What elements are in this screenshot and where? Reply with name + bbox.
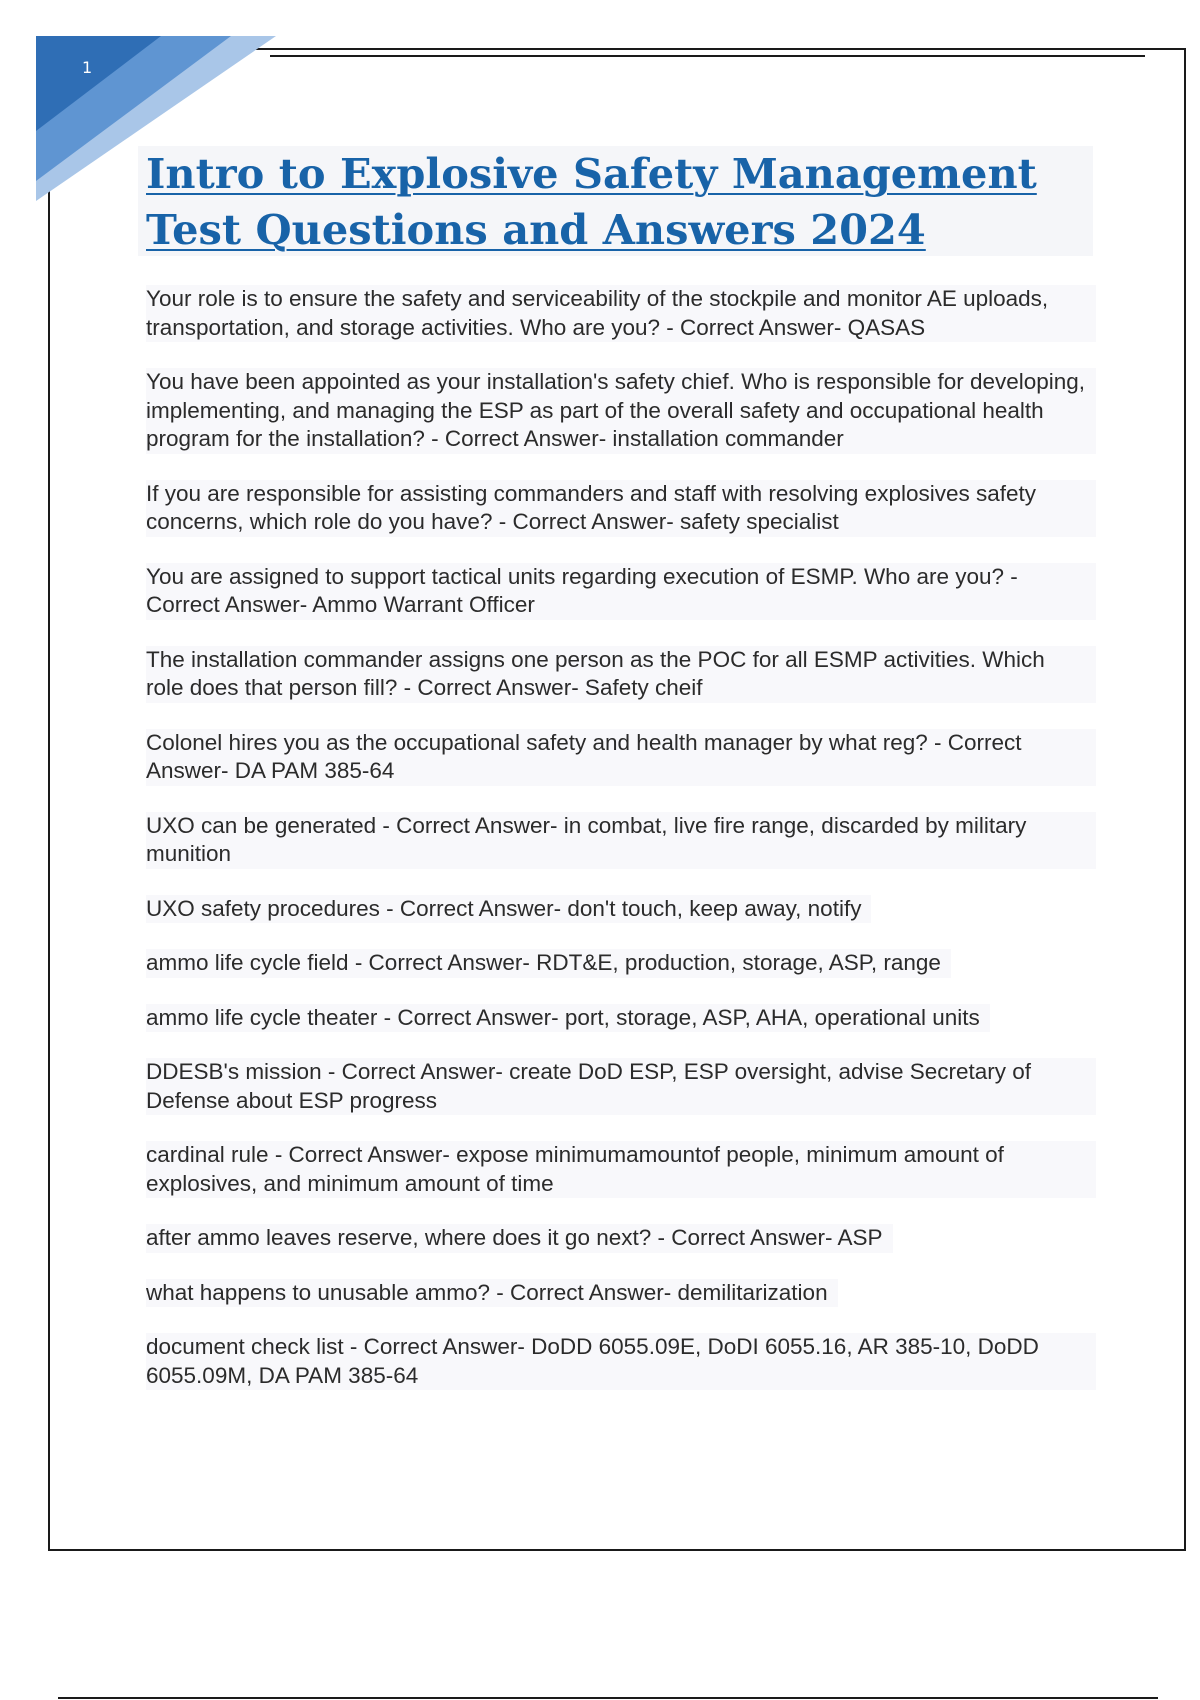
qa-item: If you are responsible for assisting commanders and staff with resolving explosives safety concerns, which role do you have? - Correct Answer- safety specialist <box>146 480 1096 537</box>
qa-item: ammo life cycle field - Correct Answer- RDT&E, production, storage, ASP, range <box>146 949 951 978</box>
footer-rule <box>58 1697 1158 1699</box>
qa-list <box>146 285 1096 1416</box>
qa-item: ammo life cycle theater - Correct Answer- port, storage, ASP, AHA, operational units <box>146 1004 990 1033</box>
qa-item: UXO can be generated - Correct Answer- in combat, live fire range, discarded by military munition <box>146 812 1096 869</box>
qa-item: DDESB's mission - Correct Answer- create DoD ESP, ESP oversight, advise Secretary of Defense about ESP progress <box>146 1058 1096 1115</box>
header-rule <box>270 55 1145 57</box>
qa-item: Your role is to ensure the safety and serviceability of the stockpile and monitor AE uploads, transportation, and storage activities. Who are you? - Correct Answer- QASAS <box>146 285 1096 342</box>
qa-item: cardinal rule - Correct Answer- expose minimumamountof people, minimum amount of explosives, and minimum amount of time <box>146 1141 1096 1198</box>
qa-item: Colonel hires you as the occupational safety and health manager by what reg? - Correct Answer- DA PAM 385-64 <box>146 729 1096 786</box>
document-title[interactable] <box>146 146 1076 258</box>
page-number: 1 <box>82 58 93 77</box>
qa-item: The installation commander assigns one person as the POC for all ESMP activities. Which role does that person fill? - Correct Answer- Safety cheif <box>146 646 1096 703</box>
document-title-text[interactable]: Intro to Explosive Safety Management Test Questions and Answers 2024 <box>146 149 1037 254</box>
qa-item: after ammo leaves reserve, where does it go next? - Correct Answer- ASP <box>146 1224 893 1253</box>
qa-item: You have been appointed as your installation's safety chief. Who is responsible for developing, implementing, and managing the ESP as part of the overall safety and occupational health program for the installation? - Correct Answer- installation commander <box>146 368 1096 454</box>
qa-item: document check list - Correct Answer- DoDD 6055.09E, DoDI 6055.16, AR 385-10, DoDD 6055.09M, DA PAM 385-64 <box>146 1333 1096 1390</box>
qa-item: You are assigned to support tactical units regarding execution of ESMP. Who are you? - Correct Answer- Ammo Warrant Officer <box>146 563 1096 620</box>
qa-item: UXO safety procedures - Correct Answer- don't touch, keep away, notify <box>146 895 871 924</box>
qa-item: what happens to unusable ammo? - Correct Answer- demilitarization <box>146 1279 838 1308</box>
